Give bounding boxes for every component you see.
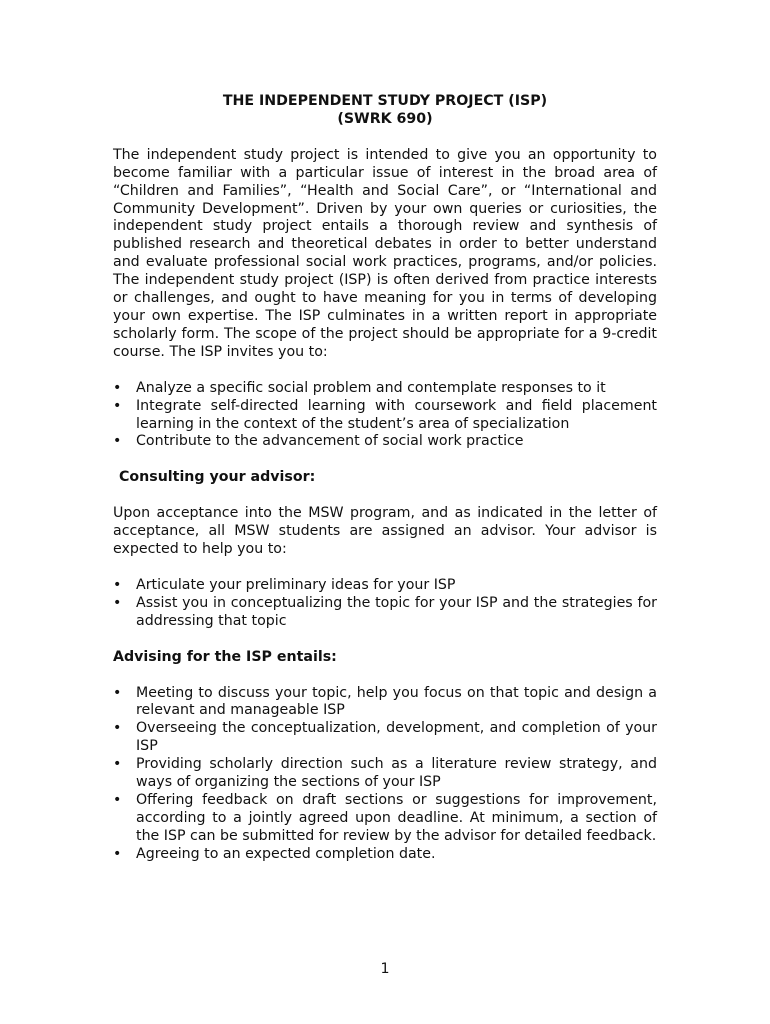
list-item-text: Assist you in conceptualizing the topic for your ISP and the strategies for addressing that topic [136, 594, 657, 629]
bullet-icon: • [113, 379, 122, 396]
title-line-2: (SWRK 690) [337, 110, 433, 127]
list-item-text: Offering feedback on draft sections or suggestions for improvement, according to a jointly agreed upon deadline. At minimum, a section of the ISP can be submitted for review by the advisor for detailed feedback. [136, 792, 657, 844]
list-item-text: Contribute to the advancement of social work practice [136, 433, 524, 450]
list-item-text: Overseeing the conceptualization, development, and completion of your ISP [136, 720, 657, 755]
list-item [113, 398, 657, 434]
list-item [113, 577, 657, 595]
consulting-heading: Consulting your advisor: [119, 469, 316, 486]
bullet-icon: • [113, 720, 122, 737]
invites-list [113, 380, 657, 452]
list-item-text: Agreeing to an expected completion date. [136, 845, 436, 862]
intro-paragraph: The independent study project is intended to give you an opportunity to become familiar with a particular issue of interest in the broad area of “Children and Families”, “Health and Social Care”, or “International and Community Development”. Driven by your own queries or curiosities, the independent study project entails a thorough review and synthesis of published research and theoretical debates in order to better understand and evaluate professional social work practices, programs, and/or policies. The independent study project (ISP) is often derived from practice interests or challenges, and ought to have meaning for you in terms of developing your own expertise. The ISP culminates in a written report in appropriate scholarly form. The scope of the project should be appropriate for a 9-credit course. The ISP invites you to: [113, 146, 657, 360]
list-item [113, 792, 657, 846]
list-item [113, 380, 657, 398]
advising-heading: Advising for the ISP entails: [113, 648, 337, 665]
bullet-icon: • [113, 845, 122, 862]
bullet-icon: • [113, 576, 122, 593]
bullet-icon: • [113, 433, 122, 450]
list-item [113, 595, 657, 631]
bullet-icon: • [113, 594, 122, 611]
advisor-list [113, 577, 657, 631]
bullet-icon: • [113, 756, 122, 773]
document-page [113, 93, 657, 864]
page-number: 1 [380, 961, 390, 977]
list-item [113, 433, 657, 451]
title-line-1: THE INDEPENDENT STUDY PROJECT (ISP) [222, 93, 548, 109]
advising-list [113, 685, 657, 864]
list-item-text: Providing scholarly direction such as a literature review strategy, and ways of organizing the sections of your ISP [136, 756, 657, 791]
list-item [113, 720, 657, 756]
list-item-text: Articulate your preliminary ideas for your ISP [136, 576, 456, 593]
list-item [113, 756, 657, 792]
bullet-icon: • [113, 397, 122, 414]
advisor-paragraph: Upon acceptance into the MSW program, and as indicated in the letter of acceptance, all MSW students are assigned an advisor. Your advisor is expected to help you to: [113, 505, 657, 558]
list-item-text: Integrate self-directed learning with coursework and field placement learning in the context of the student’s area of specialization [136, 397, 657, 432]
page-title [113, 93, 657, 129]
list-item [113, 846, 657, 864]
bullet-icon: • [113, 792, 122, 808]
list-item-text: Meeting to discuss your topic, help you focus on that topic and design a relevant and manageable ISP [136, 684, 657, 719]
list-item [113, 685, 657, 721]
list-item-text: Analyze a specific social problem and contemplate responses to it [136, 379, 606, 396]
bullet-icon: • [113, 684, 122, 701]
